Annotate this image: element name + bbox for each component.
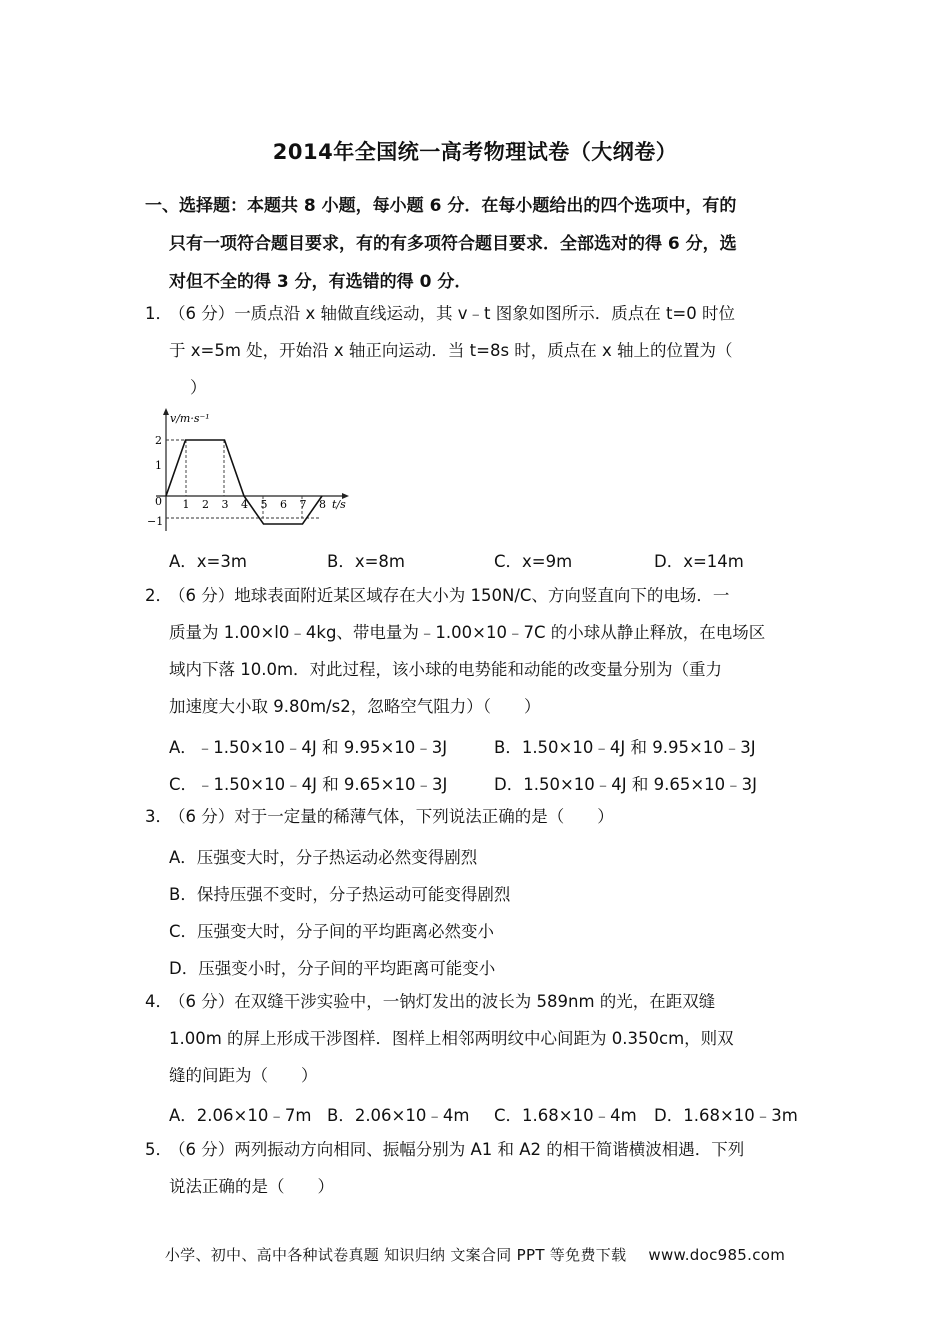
question-text-line: （6 分）在双缝干涉实验中，一钠灯发出的波长为 589nm 的光，在距双缝 bbox=[169, 992, 716, 1011]
vt-line bbox=[166, 440, 322, 524]
question-text-line: 质量为 1.00×l0﹣4kg、带电量为﹣1.00×10﹣7C 的小球从静止释放，在电场区 bbox=[169, 623, 766, 642]
section-heading bbox=[145, 187, 825, 301]
option-a[interactable]: A．x=3m bbox=[169, 552, 247, 571]
section-heading-line-1: 一、选择题：本题共 8 小题，每小题 6 分．在每小题给出的四个选项中，有的 bbox=[145, 196, 737, 216]
option-c[interactable]: C．﹣1.50×10﹣4J 和 9.65×10﹣3J bbox=[169, 775, 448, 794]
page-title: 2014年全国统一高考物理试卷（大纲卷） bbox=[272, 140, 678, 164]
vt-graph bbox=[146, 406, 356, 536]
question-number: 1． bbox=[145, 304, 172, 323]
question-text-line: 缝的间距为（ ） bbox=[169, 1066, 318, 1085]
question-number: 2． bbox=[145, 586, 172, 605]
question-4 bbox=[145, 983, 815, 1094]
section-heading-line-3: 对但不全的得 3 分，有选错的得 0 分． bbox=[169, 272, 472, 292]
x-tick-label: 3 bbox=[221, 498, 229, 511]
option-b[interactable]: B．2.06×10﹣4m bbox=[327, 1106, 470, 1125]
question-3 bbox=[145, 798, 815, 835]
question-2 bbox=[145, 577, 815, 725]
question-text-line: 加速度大小取 9.80m/s2，忽略空气阻力）（ ） bbox=[169, 697, 541, 716]
y-tick-label: −1 bbox=[147, 515, 164, 528]
question-text-line: ） bbox=[169, 378, 207, 397]
option-b[interactable]: B．保持压强不变时，分子热运动可能变得剧烈 bbox=[169, 885, 511, 904]
question-number: 3． bbox=[145, 807, 172, 826]
option-a[interactable]: A．压强变大时，分子热运动必然变得剧烈 bbox=[169, 848, 478, 867]
y-axis-arrow bbox=[163, 408, 169, 415]
x-tick-label: 8 bbox=[319, 498, 326, 511]
x-tick-label: 5 bbox=[260, 498, 268, 511]
question-text-line: 域内下落 10.0m．对此过程，该小球的电势能和动能的改变量分别为（重力 bbox=[169, 660, 723, 679]
option-a[interactable]: A．﹣1.50×10﹣4J 和 9.95×10﹣3J bbox=[169, 738, 448, 757]
x-tick-label: 7 bbox=[299, 498, 307, 511]
y-tick-label: 1 bbox=[155, 459, 162, 472]
y-axis-label: v/m·s⁻¹ bbox=[170, 412, 210, 425]
y-tick-label: 0 bbox=[155, 495, 162, 508]
question-number: 5． bbox=[145, 1140, 172, 1159]
option-b[interactable]: B．1.50×10﹣4J 和 9.95×10﹣3J bbox=[494, 738, 756, 757]
y-tick-label: 2 bbox=[155, 434, 162, 447]
x-axis-label: t/s bbox=[332, 498, 346, 511]
option-d[interactable]: D．1.50×10﹣4J 和 9.65×10﹣3J bbox=[494, 775, 758, 794]
question-text-line: 于 x=5m 处，开始沿 x 轴正向运动．当 t=8s 时，质点在 x 轴上的位置为（ bbox=[169, 341, 733, 360]
question-text-line: （6 分）地球表面附近某区域存在大小为 150N/C、方向竖直向下的电场．一 bbox=[169, 586, 730, 605]
footer-site-link[interactable]: www.doc985.com bbox=[648, 1246, 786, 1264]
option-c[interactable]: C．1.68×10﹣4m bbox=[494, 1106, 637, 1125]
x-tick-label: 6 bbox=[280, 498, 287, 511]
page-footer bbox=[0, 1244, 950, 1265]
option-d[interactable]: D．压强变小时，分子间的平均距离可能变小 bbox=[169, 959, 496, 978]
x-tick-label: 4 bbox=[241, 498, 248, 511]
question-number: 4． bbox=[145, 992, 172, 1011]
option-d[interactable]: D．x=14m bbox=[654, 552, 744, 571]
footer-text: 小学、初中、高中各种试卷真题 知识归纳 文案合同 PPT 等免费下载 bbox=[164, 1246, 627, 1264]
question-text-line: （6 分）对于一定量的稀薄气体，下列说法正确的是（ ） bbox=[169, 807, 614, 826]
question-text-line: （6 分）两列振动方向相同、振幅分别为 A1 和 A2 的相干简谐横波相遇．下列 bbox=[169, 1140, 745, 1159]
option-c[interactable]: C．x=9m bbox=[494, 552, 573, 571]
question-5 bbox=[145, 1131, 815, 1205]
question-text-line: 说法正确的是（ ） bbox=[169, 1177, 334, 1196]
option-c[interactable]: C．压强变大时，分子间的平均距离必然变小 bbox=[169, 922, 495, 941]
option-a[interactable]: A．2.06×10﹣7m bbox=[169, 1106, 312, 1125]
question-text-line: （6 分）一质点沿 x 轴做直线运动，其 v﹣t 图象如图所示．质点在 t=0 时位 bbox=[169, 304, 736, 323]
question-1 bbox=[145, 295, 815, 406]
x-tick-label: 2 bbox=[202, 498, 209, 511]
section-heading-line-2: 只有一项符合题目要求，有的有多项符合题目要求．全部选对的得 6 分，选 bbox=[169, 234, 737, 254]
question-text-line: 1.00m 的屏上形成干涉图样．图样上相邻两明纹中心间距为 0.350cm，则双 bbox=[169, 1029, 734, 1048]
option-d[interactable]: D．1.68×10﹣3m bbox=[654, 1106, 798, 1125]
x-tick-label: 1 bbox=[182, 498, 190, 511]
option-b[interactable]: B．x=8m bbox=[327, 552, 405, 571]
